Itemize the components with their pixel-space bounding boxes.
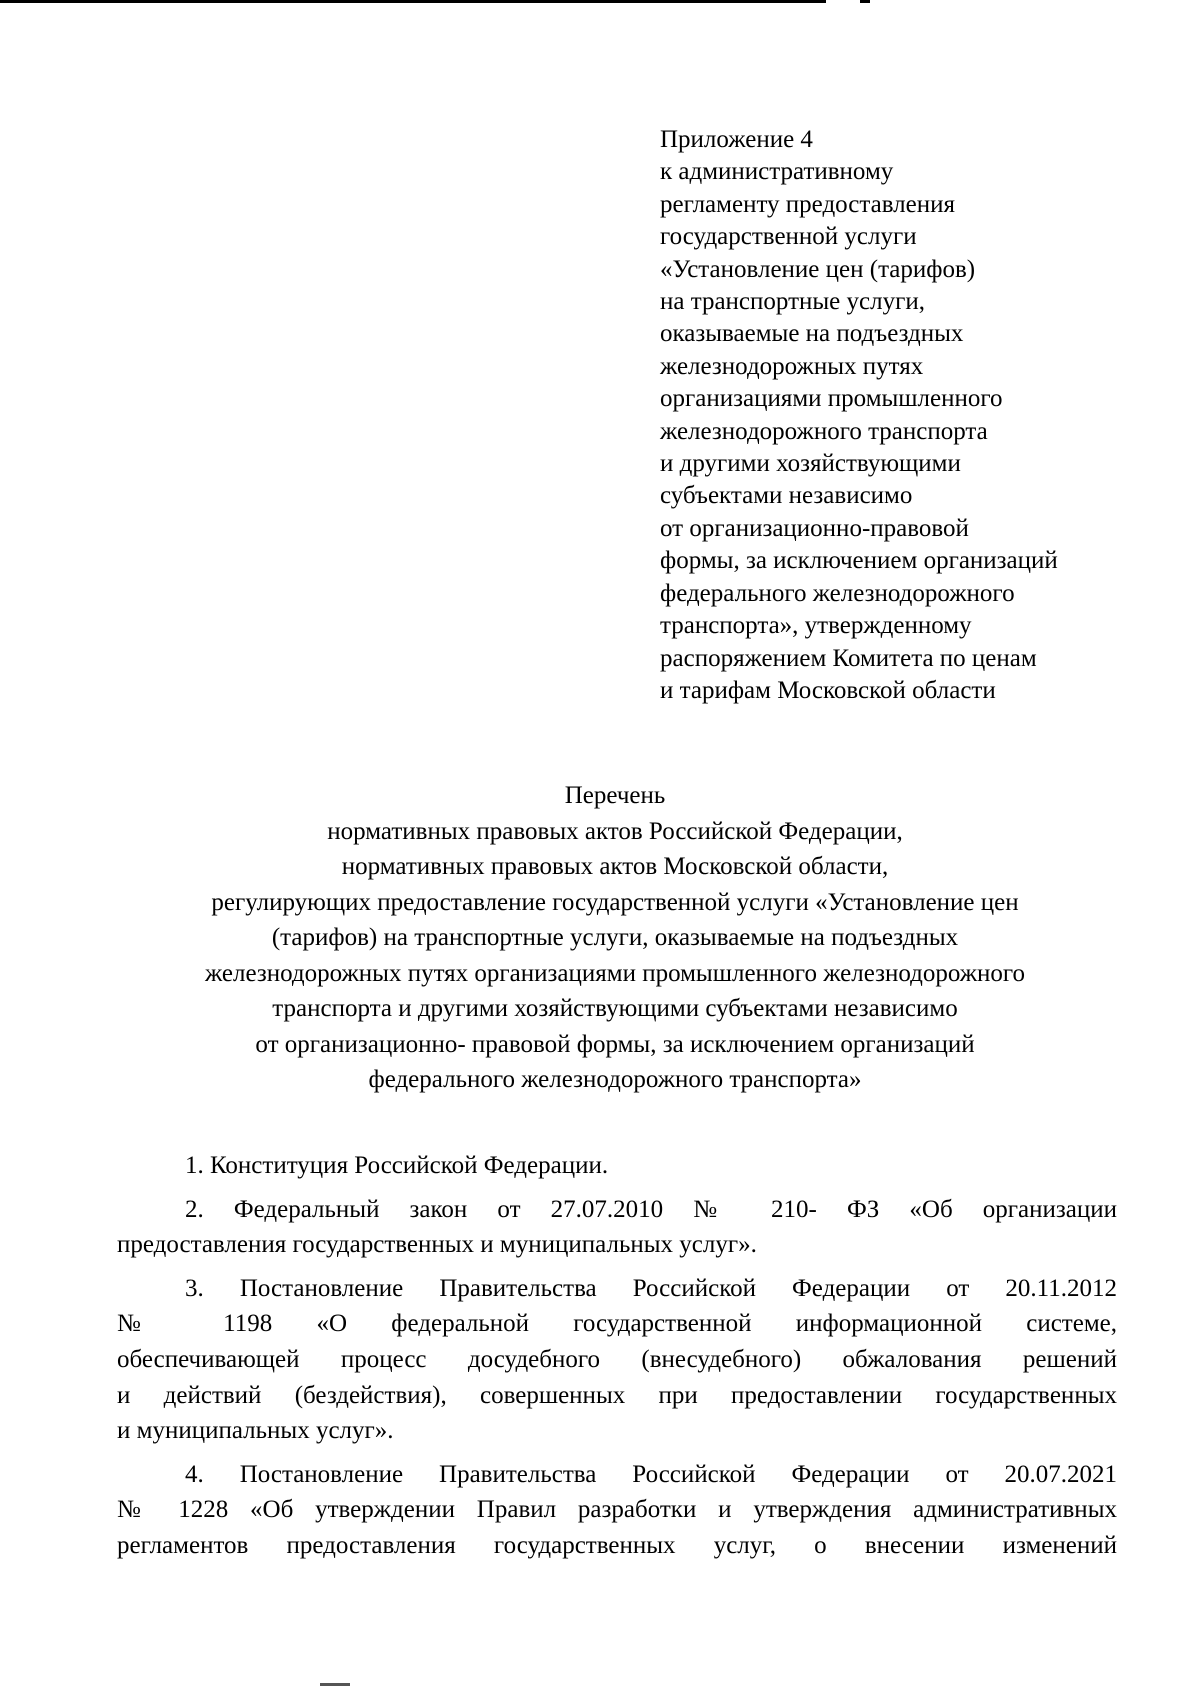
appendix-line: на транспортные услуги, bbox=[660, 288, 925, 316]
appendix-line: «Установление цен (тарифов) bbox=[660, 255, 976, 283]
appendix-line: регламенту предоставления bbox=[660, 190, 956, 218]
title-line: от организационно- правовой формы, за исключением организаций bbox=[255, 1030, 975, 1058]
title-line: железнодорожных путях организациями промышленного железнодорожного bbox=[204, 959, 1026, 987]
title-line: федерального железнодорожного транспорта» bbox=[368, 1066, 862, 1093]
title-line: регулирующих предоставление государственной услуги «Установление цен bbox=[211, 888, 1019, 916]
legal-acts-list bbox=[117, 1148, 1117, 1572]
appendix-line: транспорта», утвержденному bbox=[660, 612, 972, 640]
appendix-line: к административному bbox=[660, 158, 894, 186]
scan-marks-top bbox=[760, 0, 880, 4]
list-item-line: 1. Конституция Российской Федерации. bbox=[185, 1152, 609, 1179]
list-item bbox=[117, 1271, 1117, 1449]
appendix-line: оказываемые на подъездных bbox=[660, 320, 964, 348]
list-item-line: и действий (бездействия), совершенных при предоставлении государственных bbox=[117, 1381, 1117, 1409]
appendix-line: распоряжением Комитета по ценам bbox=[660, 644, 1037, 672]
appendix-line: формы, за исключением организаций bbox=[660, 547, 1058, 575]
title-line: Перечень bbox=[564, 782, 666, 809]
appendix-line: государственной услуги bbox=[660, 223, 917, 251]
list-item-line: 3. Постановление Правительства Российской Федерации от 20.11.2012 bbox=[185, 1274, 1117, 1302]
list-item bbox=[117, 1192, 1117, 1263]
appendix-line: организациями промышленного bbox=[660, 385, 1003, 413]
list-item-line: предоставления государственных и муниципальных услуг». bbox=[117, 1231, 757, 1259]
scan-edge-top bbox=[0, 0, 820, 3]
document-title bbox=[60, 778, 1170, 1098]
list-item bbox=[117, 1148, 1117, 1184]
appendix-line: железнодорожных путях bbox=[660, 352, 924, 380]
list-item-line: регламентов предоставления государственных услуг, о внесении изменений bbox=[117, 1531, 1117, 1559]
list-item-line: обеспечивающей процесс досудебного (внесудебного) обжалования решений bbox=[117, 1345, 1117, 1373]
list-item-line: 2. Федеральный закон от 27.07.2010 № 210- ФЗ «Об организации bbox=[185, 1195, 1117, 1223]
list-item-line: № 1198 «О федеральной государственной информационной системе, bbox=[117, 1310, 1117, 1338]
title-line: нормативных правовых актов Российской Федерации, bbox=[327, 817, 903, 845]
appendix-line: и другими хозяйствующими bbox=[660, 450, 961, 478]
title-line: нормативных правовых актов Московской области, bbox=[341, 853, 889, 880]
appendix-line: железнодорожного транспорта bbox=[660, 417, 988, 445]
list-item bbox=[117, 1457, 1117, 1564]
title-line: (тарифов) на транспортные услуги, оказываемые на подъездных bbox=[271, 924, 959, 951]
appendix-line: Приложение 4 bbox=[660, 126, 813, 153]
appendix-line: субъектами независимо bbox=[660, 482, 913, 510]
appendix-heading bbox=[660, 124, 1180, 707]
list-item-line: № 1228 «Об утверждении Правил разработки и утверждения административных bbox=[117, 1496, 1117, 1524]
list-item-line: 4. Постановление Правительства Российской Федерации от 20.07.2021 bbox=[185, 1460, 1117, 1488]
title-line: транспорта и другими хозяйствующими субъектами независимо bbox=[272, 995, 958, 1022]
appendix-line: федерального железнодорожного bbox=[660, 579, 1015, 607]
list-item-line: и муниципальных услуг». bbox=[117, 1417, 394, 1445]
appendix-line: от организационно-правовой bbox=[660, 514, 969, 542]
appendix-line: и тарифам Московской области bbox=[660, 676, 996, 704]
scan-mark-bottom bbox=[320, 1683, 350, 1686]
